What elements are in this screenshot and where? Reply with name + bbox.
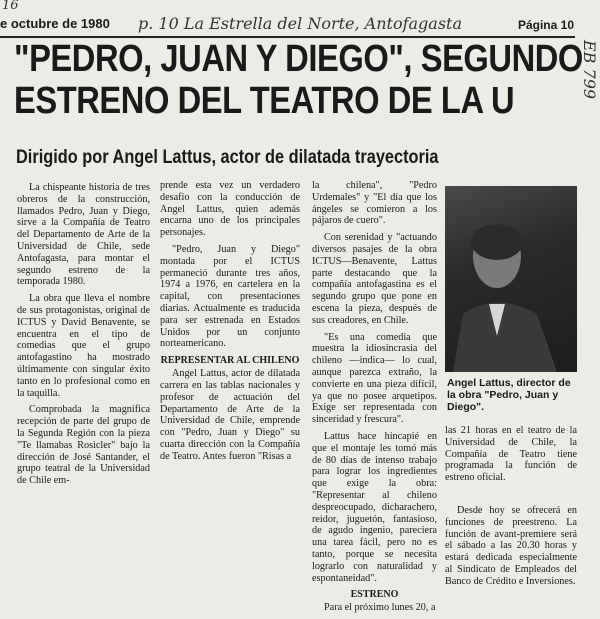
paragraph: "Es una comedia que muestra la idiosincrasia del chileno —indica— lo cual, aunque parezca extraño, la convierte en una pieza difícil, ya que no posee arquetipos. Exige ser representada con sinceridad y frescura". — [312, 331, 437, 426]
headline-line-2: ESTRENO DEL TEATRO DE LA U — [14, 80, 515, 122]
article-column-1 — [17, 182, 150, 492]
paragraph: Para el próximo lunes 20, a — [324, 602, 436, 614]
portrait-silhouette — [445, 186, 577, 372]
paragraph: Con serenidad y "actuando diversos pasajes de la obra ICTUS—Benavente, Lattus parte destacando que la compañía antofagastina es el segundo grupo que pone en escena la pieza, después de sus creadores, en Chile. — [312, 232, 437, 326]
article-column-4b — [445, 505, 577, 593]
headline-line-1: "PEDRO, JUAN Y DIEGO", SEGUNDO — [14, 38, 583, 80]
paragraph: la chilena", "Pedro Urdemales" y "El día que los ángeles se comieron a los pájaros de cuero". — [312, 180, 437, 227]
subheadline: Dirigido por Angel Lattus, actor de dilatada trayectoria — [16, 147, 439, 168]
photo-caption: Angel Lattus, director de la obra "Pedro, Juan y Diego". — [447, 377, 571, 413]
paragraph: "Pedro, Juan y Diego" montada por el ICTUS permaneció durante tres años, 1974 a 1976, en cartelera en la capital, con presentaciones diarias. Actualmente es traducida para ser estrenada en Estados Unidos por un conjunto norteamericano. — [160, 243, 300, 350]
section-heading: ESTRENO — [350, 589, 399, 601]
paragraph: La chispeante historia de tres obreros de la construcción, llamados Pedro, Juan y Diego, sirve a la Compañía de Teatro del Departamento de Arte de la Universidad de Chile, sede Antofagasta, para montar el segundo estreno de la temporada 1980. — [17, 182, 150, 288]
paragraph: Lattus hace hincapié en que el montaje les tomó más de 80 días de intenso trabajo para lograr los ingredientes que exige la obra: "Representar al chileno despreocupado, dicharachero, reidor, juguetón, fantasioso, de agudo ingenio, pareciera una tarea fácil, pero no es tanto, porque se necesita lograrlo con naturalidad y espontaneidad". — [312, 430, 437, 584]
corner-note: 16 — [2, 0, 19, 13]
section-heading: REPRESENTAR AL CHILENO — [160, 355, 300, 367]
handwritten-annotation: p. 10 La Estrella del Norte, Antofagasta — [138, 14, 463, 33]
portrait-photo — [445, 186, 577, 372]
side-annotation: EB 799 — [580, 40, 599, 100]
paragraph: las 21 horas en el teatro de la Universidad de Chile, la Compañía de Teatro tiene programada la función de estreno oficial. — [445, 425, 577, 484]
paragraph: prende esta vez un verdadero desafío con la conducción de Angel Lattus, quien además encarna uno de los principales personajes. — [160, 180, 300, 239]
paragraph: Angel Lattus, actor de dilatada carrera en las tablas nacionales y profesor de actuación del Departamento de Arte de la Universidad de Chile, emprende con "Pedro, Juan y Diego" su cuarta dirección con la Compañía de Teatro. Antes fueron "Risas a — [160, 368, 300, 462]
paragraph: La obra que lleva el nombre de sus protagonistas, original de ICTUS y David Benavente, se encuentra en el tipo de comedias que el grupo antofagastino ha mostrado últimamente con singular éxito tanto en lo profesional como en la taquilla. — [17, 293, 150, 399]
paragraph: Desde hoy se ofrecerá en funciones de preestreno. La función de avant-premiere será el sábado a las 20.30 horas y estará dedicada especialmente al Sindicato de Empleados del Banco de Crédito e Inversiones. — [445, 505, 577, 587]
article-column-4a — [445, 425, 577, 489]
paragraph: Comprobada la magnífica recepción de parte del grupo de la Segunda Región con la pieza "Te llamabas Rosicler" bajo la dirección de José Santander, el grupo teatral de la Universidad de Chile em- — [17, 404, 150, 487]
headline — [14, 38, 583, 122]
page-header — [0, 6, 600, 38]
article-column-3 — [312, 180, 437, 619]
page-number: Página 10 — [517, 18, 574, 32]
issue-date: e octubre de 1980 — [0, 16, 110, 31]
article-column-2 — [160, 180, 300, 468]
